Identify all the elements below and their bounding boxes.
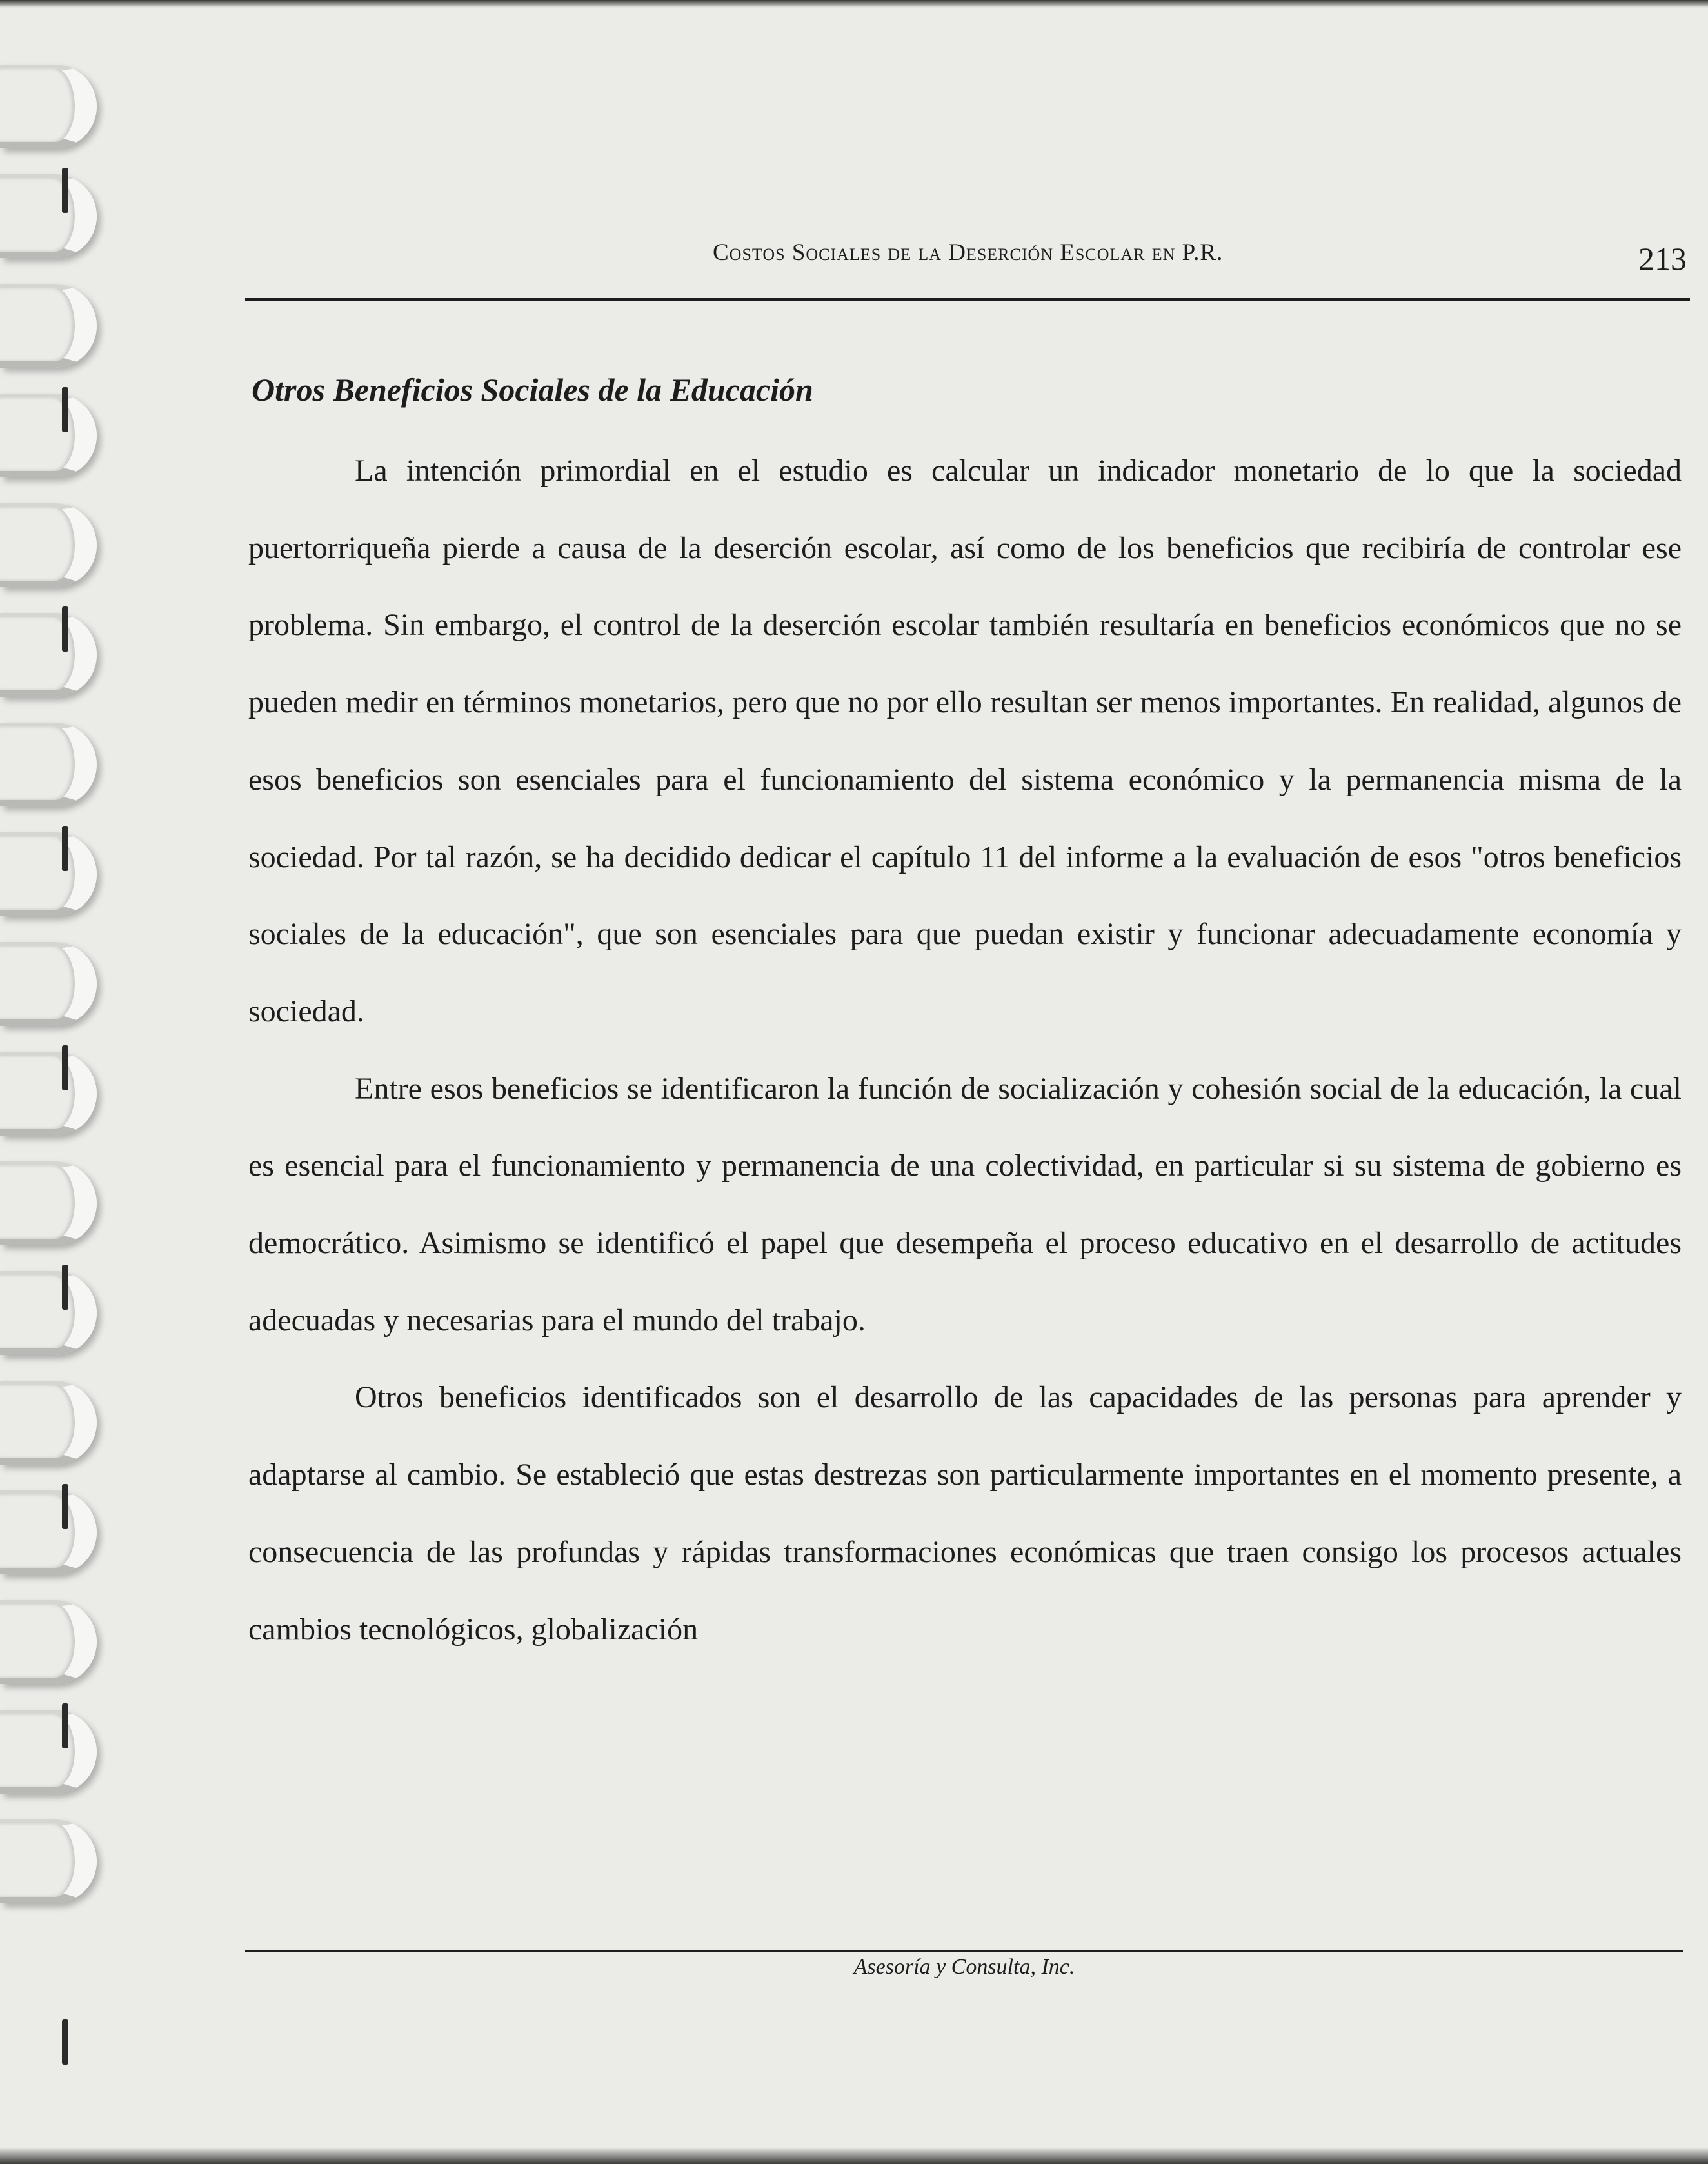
binding-coil bbox=[0, 503, 97, 587]
binding-coil bbox=[0, 1381, 97, 1465]
punch-hole bbox=[62, 1484, 68, 1529]
section-heading: Otros Beneficios Sociales de la Educación bbox=[252, 372, 813, 408]
punch-hole bbox=[62, 168, 68, 213]
paragraph: Entre esos beneficios se identificaron la función de socialización y cohesión social de la educación, la cual es esencial para el funcionamiento y permanencia de una colectividad, en particular si su sistema de gobierno es democrático. Asimismo se identificó el papel que desempeña el proceso educativo en el desarrollo de actitudes adecuadas y necesarias para el mundo del trabajo. bbox=[248, 1071, 1682, 1337]
header-rule bbox=[245, 298, 1690, 301]
punch-hole bbox=[62, 387, 68, 432]
spiral-binding bbox=[0, 26, 106, 2129]
page-header bbox=[248, 232, 1687, 290]
binding-coil bbox=[0, 65, 97, 148]
body-text bbox=[248, 432, 1682, 1668]
binding-coil bbox=[0, 613, 97, 697]
binding-coil bbox=[0, 1710, 97, 1794]
binding-coil bbox=[0, 174, 97, 258]
punch-hole bbox=[62, 2019, 68, 2065]
binding-coil bbox=[0, 394, 97, 477]
punch-hole bbox=[62, 1045, 68, 1090]
running-title: Costos Sociales de la Deserción Escolar en P.R. bbox=[713, 239, 1224, 266]
footer-rule bbox=[245, 1950, 1683, 1952]
binding-coil bbox=[0, 1052, 97, 1136]
binding-coil bbox=[0, 1271, 97, 1355]
document-page bbox=[106, 0, 1708, 2164]
punch-hole bbox=[62, 1265, 68, 1310]
paragraph: Otros beneficios identificados son el desarrollo de las capacidades de las personas para aprender y adaptarse al cambio. Se estableció que estas destrezas son particularmente importantes en el momento presente, a consecuencia de las profundas y rápidas transformaciones económicas que traen consigo los procesos actuales cambios tecnológicos, globalización bbox=[248, 1380, 1682, 1647]
binding-coil bbox=[0, 723, 97, 806]
page-number: 213 bbox=[1638, 241, 1687, 277]
punch-hole bbox=[62, 606, 68, 652]
punch-hole bbox=[62, 826, 68, 871]
binding-coil bbox=[0, 1161, 97, 1245]
punch-hole bbox=[62, 1703, 68, 1748]
binding-coil bbox=[0, 832, 97, 916]
scan-edge-bottom bbox=[0, 2147, 1708, 2164]
paragraph: La intención primordial en el estudio es calcular un indicador monetario de lo que la sociedad puertorriqueña pierde a causa de la deserción escolar, así como de los beneficios que recibiría de controlar ese problema. Sin embargo, el control de la deserción escolar también resultaría en beneficios económicos que no se pueden medir en términos monetarios, pero que no por ello resultan ser menos importantes. En realidad, algunos de esos beneficios son esenciales para el funcionamiento del sistema económico y la permanencia misma de la sociedad. Por tal razón, se ha decidido dedicar el capítulo 11 del informe a la evaluación de esos "otros beneficios sociales de la educación", que son esenciales para que puedan existir y funcionar adecuadamente economía y sociedad. bbox=[248, 454, 1682, 1028]
binding-coil bbox=[0, 284, 97, 368]
binding-coil bbox=[0, 1600, 97, 1684]
binding-coil bbox=[0, 1819, 97, 1903]
footer-publisher: Asesoría y Consulta, Inc. bbox=[853, 1955, 1075, 1979]
binding-coil bbox=[0, 942, 97, 1026]
binding-coil bbox=[0, 1490, 97, 1574]
